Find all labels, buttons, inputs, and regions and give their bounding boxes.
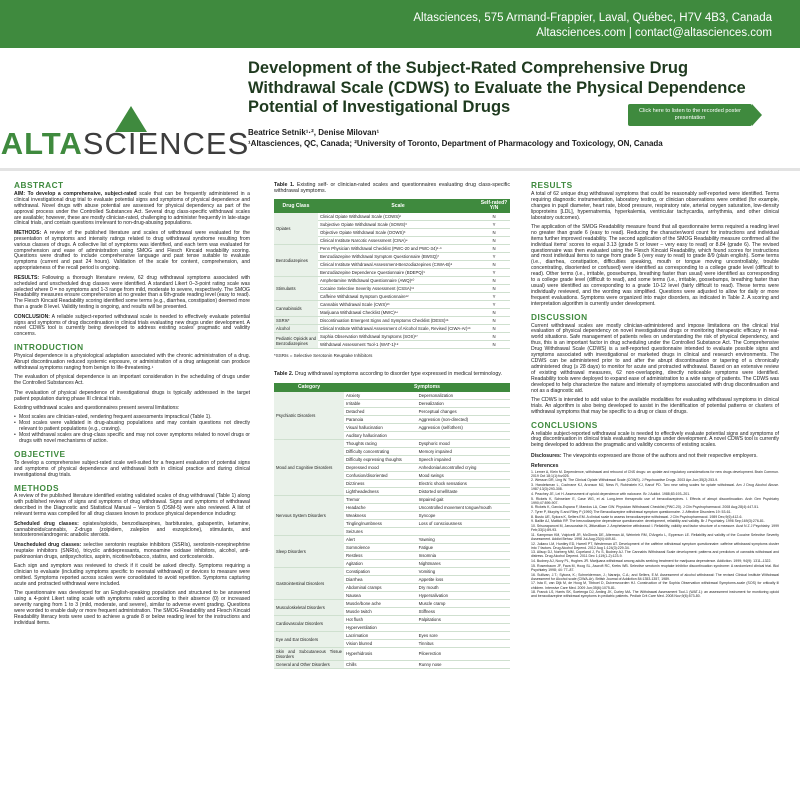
table2-symptom: Anxiety	[344, 392, 417, 400]
table1-scale: Clinical Opiate Withdrawal Scale (COWS)²	[318, 213, 478, 221]
table2-symptom: Derealization	[417, 399, 510, 407]
table2-symptom: Visual hallucination	[344, 423, 417, 431]
table2-symptom: Lacrimation	[344, 631, 417, 639]
table2-symptom: Runny nose	[417, 660, 510, 668]
table2-symptom: Difficulty concentrating	[344, 447, 417, 455]
right-column	[531, 176, 779, 599]
arrow-right-icon[interactable]	[752, 104, 762, 126]
table1-header: Self-rated? Y/N	[478, 199, 510, 213]
table1-self-rated: Y	[478, 269, 510, 277]
table2-symptom: Speech impaired	[417, 455, 510, 463]
table2-symptom: Vomiting	[417, 567, 510, 575]
table-row	[274, 535, 510, 543]
table2-symptom: Lightheadedness	[344, 487, 417, 495]
discussion-paragraph: Current withdrawal scales are mostly clinician-administered and impose limitations on the clinical trial evaluation of physical dependency on novel investigational drugs or monitoring therapeutic efficacy in real-world situations. Safe management of patients relies on understanding the risk of physical dependency, and thus, this is an important factor in drug scheduling under the Controlled Substance Act. The Comprehensive Drug Withdrawal Scale (CDWS) is a self-reported questionnaire intended to evaluate possible signs and symptoms associated with investigational or marketed drugs in clinical and research environments. The CDWS can be administered prior to and after the abrupt discontinuation or tapering of a chronically administered drug (≥ 28 days) to monitor for acute and protracted withdrawal. Based on an extensive review of existing withdrawal measures, 62 non-overlapping, directly noticeable symptoms were identified. Readability tools were deployed to expand ease of administration to a wide range of patients. The CDWS was developed to help characterize the nature and intensity of symptoms associated with drug discontinuation and not as a diagnostic aid.	[531, 322, 779, 394]
table2-symptom: Nightmares	[417, 559, 510, 567]
reference-item: 15. Rosenbaum JF, Fava M, Hoog SL, Ascroft RC, Krebs WB. Selective serotonin reuptake inhibitor discontinuation syndrome: A randomized clinical trial. Biol Psychiatry 1998; 44: 77–87.	[531, 563, 779, 572]
table1-drug-class: SSRIs*	[274, 317, 318, 325]
list-item: • Most withdrawal scales are drug-class specific and may not cover symptoms related to novel drugs or drugs with novel mechanisms of action.	[14, 433, 250, 445]
table2-symptom: Aggression (non-directed)	[417, 415, 510, 423]
table2-symptom: Depressed mood	[344, 463, 417, 471]
intro-paragraph: Existing withdrawal scales and questionnaires present several limitations:	[14, 405, 180, 411]
table1-self-rated: Y	[478, 253, 510, 261]
reference-item: 17. Ista E, van Dijk M, de Hoog M, Tibboel D, Duivenvoorden HJ. Construction of the Sophia Observation withdrawal Symptoms-scale (SOS) for critically ill children. Intensive Care Med. 2009 Jun;35(6):1075-81.	[531, 581, 779, 590]
header-divider	[0, 168, 800, 171]
table1-caption: Table 1. Existing self- or clinician-rated scales and questionnaires evaluating drug class-specific withdrawal symptoms.	[274, 182, 510, 195]
table2-symptom: Headache	[344, 503, 417, 511]
table2-symptom: Depersonalization	[417, 392, 510, 400]
abstract-methods: METHODS: A review of the published literature and scales of withdrawal were evaluated for the presentation of symptoms and intensity ratings related to drug withdrawal syndrome resulting from various classes of drugs. A collective list of symptoms was identified, and each term was evaluated for comprehension and ease of administration using SMOG and Flesch Kincaid readability scoring. Questions were drafted to include comprehensive language and past tense suitable to evaluate symptoms (current and past 24 hours). Validation of the scale for content, comprehension, and appropriateness of the recall period is ongoing.	[14, 229, 250, 272]
reference-item: 14. Budney AJ, Novy PL, Hughes JR. Marijuana withdrawal among adults seeking treatment for marijuana dependence. Addiction. 1999; 94(9): 1311–1322.	[531, 559, 772, 564]
table2-symptom: Impaired gait	[417, 495, 510, 503]
table2-symptom: Muscle twitch	[344, 607, 417, 615]
methods-unscheduled: Unscheduled drug classes: selective serotonin reuptake inhibitors (SSRIs), serotonin-norepinephrine reuptake inhibitors (SNRIs), tricyclic antidepressants, monoamine oxidase inhibitors, alcohol, anti-parkinsonian drugs, antipsychotics, aspirin, nicotine/tobacco, statins, and corticosteroids.	[14, 541, 250, 560]
table2-category: Mood and Cognitive Disorders	[274, 439, 344, 495]
reference-item: 18. Franck LS, Harris SK, Soetenga DJ, Amling JK, Curley MA. The Withdrawal Assessment Tool-1 (WAT-1): an assessment instrument for monitoring opioid and benzodiazepine withdrawal symptoms in pediatric patients. Pediatr Crit Care Med. 2008 Nov;9(6):573-80.	[531, 590, 779, 599]
intro-paragraph: Physical dependence is a physiological adaptation associated with the chronic administration of a drug. Abrupt discontinuation reduced systemic exposure, or administration of a drug antagonist can produce withdrawal symptoms ranging from benign to life-threatening.¹	[14, 353, 250, 371]
table-row	[274, 317, 510, 325]
section-heading-methods: METHODS	[14, 482, 59, 493]
table1-self-rated: N	[478, 341, 510, 349]
table-row	[274, 495, 510, 503]
table2-symptom: Stiffness	[417, 607, 510, 615]
listen-recording-button[interactable]: Click here to listen to the recorded poster presentation	[628, 104, 752, 126]
table1-scale: Withdrawal Assessment Tool-1 (WAT-1)¹⁸	[318, 341, 478, 349]
table-row	[274, 567, 510, 575]
table2-symptom	[417, 527, 510, 535]
table1-drug-class: Pediatric Opioids and Benzodiazepines	[274, 333, 318, 349]
intro-paragraph: The evaluation of physical dependence is an important consideration in the scheduling of drugs under the Controlled Substances Act.	[14, 374, 250, 387]
table2-header: Symptoms	[344, 383, 510, 392]
table1-drug-class: Alcohol	[274, 325, 318, 333]
header-address: Altasciences, 575 Armand-Frappier, Laval, Québec, H7V 4B3, Canada	[413, 12, 772, 24]
table1-self-rated: Y	[478, 221, 510, 229]
table1-scale: Clinical Institute Withdrawal Assessment of Alcohol Scale, Revised (CIWA-Ar)¹⁶	[318, 325, 478, 333]
table2-symptom: Piloerection	[417, 647, 510, 660]
table2-symptom: Electric shock sensations	[417, 479, 510, 487]
reference-item: 5. Rickels K, Schweizer E, Case WG, et al. Long-term therapeutic use of benzodiazepines. I. Effects of abrupt discontinuation. Arch Gen Psychiatry 1990;47:899-907.	[531, 496, 779, 505]
reference-item: 12. Juliano LM, Huntley ED, Harrell PT, Westerman AT. Development of the caffeine withdrawal symptom questionnaire: caffeine withdrawal symptoms cluster into 7 factors. Drug Alcohol Depend. 2012 Aug 1;124(3):229-34.	[531, 541, 779, 550]
table1-header: Scale	[318, 199, 478, 213]
table2-category: Psychiatric Disorders	[274, 392, 344, 440]
table2-symptom: Tinnitus	[417, 639, 510, 647]
reference-item: 13. Allsop DJ, Norberg MM, Copeland J, Fu S, Budney AJ. The Cannabis Withdrawal Scale development: patterns and predictors of cannabis withdrawal and distress. Drug Alcohol Depend. 2011 Dec 1;119(1-2):123-9.	[531, 550, 779, 559]
table1-self-rated: N	[478, 229, 510, 237]
table1-withdrawal-scales	[274, 199, 510, 349]
table2-symptom: Hyperventilation	[344, 623, 417, 631]
table-row	[274, 277, 510, 285]
table1-self-rated: Y	[478, 301, 510, 309]
reference-item: 9. Baillie AJ, Mattick RP. The benzodiazepine dependence questionnaire: development, reliability and validity. Br J Psychiatry. 1996 Sep;169(3):276-81.	[531, 519, 765, 524]
reference-item: 2. Wesson DR, Ling W. The Clinical Opiate Withdrawal Scale (COWS). J Psychoactive Drugs. 2003 Apr-Jun;35(2):253-9.	[531, 478, 719, 483]
reference-item: 8. Busto UE, Sykora K, Sellers EM. A clinical scale to assess benzodiazepine withdrawal. J Clin Psychopharmacol. 1989 Dec;9(6):412-6.	[531, 514, 743, 519]
poster-authors: Beatrice Setnik¹·², Denise Milovan¹	[248, 128, 380, 137]
table2-symptom: Hyperhidrosis	[344, 647, 417, 660]
table2-symptom	[417, 431, 510, 439]
table2-category: Gastrointestinal Disorders	[274, 567, 344, 599]
table2-symptom: Alert	[344, 535, 417, 543]
table2-symptom: Restless	[344, 551, 417, 559]
table1-scale: Cannabis Withdrawal Scale (CWS)¹³	[318, 301, 478, 309]
table-row	[274, 245, 510, 253]
reference-item: 4. Peachey JE, Lei H. Assessment of opioid dependence with naloxone. Br J Addict. 1988;83:193–201.	[531, 491, 691, 496]
table1-self-rated: N	[478, 285, 510, 293]
table1-scale: Subjective Opiate Withdrawal Scale (SOWS)³	[318, 221, 478, 229]
table1-scale: Clinical Institute Narcotic Assessment (CINA)⁴	[318, 237, 478, 245]
table-row	[274, 615, 510, 623]
references-list	[531, 470, 779, 599]
table2-symptom: Vision blurred	[344, 639, 417, 647]
table2-symptom: Perceptual changes	[417, 407, 510, 415]
table2-symptom: Tingling/numbness	[344, 519, 417, 527]
reference-item: 3. Handelsman L, Cochrane KJ, Aronson MJ, Ness R, Rubinstein KJ, Kanof PD. Two new rating scales for opiate withdrawal. Am J Drug Alcohol Abuse. 1987;13(3):293-308.	[531, 483, 779, 492]
table-row	[274, 325, 510, 333]
table2-symptom: Hot flush	[344, 615, 417, 623]
section-heading-conclusions: CONCLUSIONS	[531, 419, 598, 430]
table2-symptom: Uncontrolled movement tongue/mouth	[417, 503, 510, 511]
table2-symptom: Auditory hallucination	[344, 431, 417, 439]
table1-header: Drug Class	[274, 199, 318, 213]
intro-paragraph: The evaluation of physical dependence of investigational drugs is typically addressed in the target patient population during phase III clinical trials.	[14, 389, 250, 402]
table1-scale: Amphetamine Withdrawal Questionnaire (AWQ)¹⁰	[318, 277, 478, 285]
methods-paragraph: Each sign and symptom was reviewed to check if it could be asked directly. Symptoms requiring a clinician to evaluate (including symptoms specific to neonatal withdrawal) or devices to measure were omitted. Symptoms reported across scales were consolidated to avoid repetition. Symptoms capturing acute and protracted withdrawal were included.	[14, 563, 250, 587]
table1-drug-class: Benzodiazepines	[274, 245, 318, 277]
table1-self-rated: N	[478, 317, 510, 325]
table2-symptom: Nausea	[344, 591, 417, 599]
table2-symptom: Confusion/disoriented	[344, 471, 417, 479]
table2-symptom: Memory impaired	[417, 447, 510, 455]
table1-footnote: *SSRIs = Selective Serotonin Reuptake Inhibitors	[274, 353, 373, 359]
section-heading-introduction: INTRODUCTION	[14, 342, 84, 353]
methods-paragraph: The questionnaire was developed for an English-speaking population and structured to be answered using a 4-point Likert rating scale with symptoms rated according to their absence (0) or increased severity ranging from 1 to 3 (mild, moderate, and severe), similar to adverse event grading. Questions were worded to enable daily or more frequent administration. The SMOG Readability and Flesch Kincaid Readability literacy tests were used to achieve a grade 8 or below reading level for the instructions and individual items.	[14, 590, 250, 626]
section-heading-objective: OBJECTIVE	[14, 448, 66, 459]
table2-category: Sleep Disorders	[274, 535, 344, 567]
table2-symptom: Fatigue	[417, 543, 510, 551]
table2-symptom: Anhedonia/uncontrolled crying	[417, 463, 510, 471]
abstract-results: RESULTS: Following a thorough literature review, 62 drug withdrawal symptoms associated with scheduled and unscheduled drug classes were identified. A standard Likert 0–3-point rating scale was selected where 0 = no symptoms and 1-3 range from mild, moderate to severe, respectively. The SMOG Readability measures ensure comprehension at no greater than a 6th-grade reading level (easy to read). The Flesch Kincaid Readability scoring identified some terms (e.g., diarrhea, constipation) deemed more than a grade 8 level. Validity testing is ongoing, and results will be presented.	[14, 274, 251, 311]
reference-item: 10. Srisurapanont M, Jarusuraisin N, Jittiwutikan J. Amphetamine withdrawal: I. Reliability, validity and factor structure of a measure. Aust N Z J Psychiatry. 1999 Feb;33(1):89-93.	[531, 524, 779, 533]
table2-symptom: Tremor	[344, 495, 417, 503]
table1-self-rated: N	[478, 325, 510, 333]
section-heading-abstract: ABSTRACT	[14, 180, 64, 190]
table2-symptom: Appetite loss	[417, 575, 510, 583]
table-row	[274, 213, 510, 221]
table2-symptom: Diarrhea	[344, 575, 417, 583]
table2-symptom: Detached	[344, 407, 417, 415]
table1-drug-class: Cannabinoids	[274, 301, 318, 317]
table1-self-rated: Y	[478, 293, 510, 301]
abstract-conclusion: CONCLUSION: A reliable subject-reported withdrawal scale is needed to effectively evaluate potential signs and symptoms of drug discontinuation in clinical trials evaluating new drugs under development. A novel CDWS tool is currently being developed to address existing scales' pragmatic and validity concerns.	[14, 313, 251, 338]
table2-category: Skin and Subcutaneous Tissue Disorders	[276, 648, 342, 659]
table1-self-rated: N	[478, 309, 510, 317]
table1-self-rated: N	[478, 237, 510, 245]
table2-category: General and Other Disorders	[274, 660, 344, 668]
table2-symptom: Difficulty expressing thoughts	[344, 455, 417, 463]
table-row	[274, 333, 510, 341]
table1-drug-class: Stimulants	[274, 277, 318, 301]
altasciences-logo	[0, 48, 250, 170]
table2-symptom: Distorted smell/taste	[417, 487, 510, 495]
table2-symptom: Aggression (selfothers)	[417, 423, 510, 431]
references-heading: References	[531, 462, 559, 469]
table2-symptom: Muscle/bone ache	[344, 599, 417, 607]
table1-scale: Objective Opiate Withdrawal Scale (OOWS)³	[318, 229, 478, 237]
table1-scale: Penn Physician Withdrawal Checklist (PWC-20 and PWC-34)⁵·⁶	[318, 245, 478, 253]
table2-header: Category	[274, 383, 344, 392]
results-paragraph: The application of the SMOG Readability measure found that all questionnaire terms required a reading level no greater than grade 6 (easy to read). Reducing the character/word count for instructions and individual items further improved readability. The second application of the SMOG Readability measure confirmed all the individual items' scores to equal 3.13 (grade 5 or lower – very easy to read) or 8.84 (grade 6). The revised questionnaire was then evaluated using the Flesch Kincaid Readability, which found scores for instructions and most individual items to range from grade 5 (very easy to read) to grade 8/9 (plain english). Some terms (i.e., diarrhea, constipation, difficulties speaking, mouth or tongue moving uncontrollably, trouble concentrating, disoriented or confused) were identified as corresponding to a college grade level (difficult to read). Other terms (i.e., irritable, goosebumps, breathing faster than usual) were identified as corresponding to a college grade level (difficult to read), and some terms (i.e., irritable, goosebumps, breathing faster than usual) were identified as corresponding to a grade 10-12 level (fairly difficult to read). These terms were individually reviewed, and the wording was simplified. Questions were adjusted to allow for daily or more frequent evaluations. Symptoms were organized into major disorders, as indicated in Table 2. A scoring and interpretation algorithm is currently under development.	[531, 223, 779, 307]
table1-scale: Clinical Institute Withdrawal Assessment-Benzodiazepines (CIWA-B)⁸	[318, 261, 478, 269]
reference-item: 11. Kampman KM, Volpicelli JR, McGinnis DE, Alterman AI, Weinrieb RM, D'Angelo L, Epperson LE. Reliability and validity of the Cocaine Selective Severity Assessment. Addict Behav. 1998 Jul-Aug;23(4):449-61.	[531, 532, 779, 541]
conclusions-text: A reliable subject-reported withdrawal scale is needed to effectively evaluate potential signs and symptoms of drug discontinuation in clinical trials evaluating new drugs under development. A novel CDWS tool is currently being developed to address the pragmatic and validity concerns of existing scales.	[531, 430, 779, 449]
section-heading-discussion: DISCUSSION	[531, 311, 588, 322]
table2-symptom: Irritable	[344, 399, 417, 407]
list-item: • Most scales were validated in drug-abusing populations and may contain questions not directly relevant to patient populations (e.g., craving).	[14, 421, 250, 433]
poster-title: Development of the Subject-Rated Comprehensive Drug Withdrawal Scale (CDWS) to Evaluate the Physical Dependence Potential of Investigational Drugs	[248, 59, 746, 116]
list-item: • Most scales are clinician-rated, rendering frequent assessments impractical (Table 1).	[14, 415, 250, 421]
table1-scale: Caffeine Withdrawal Symptom Questionnaire¹²	[318, 293, 478, 301]
table-row	[274, 599, 510, 607]
table2-symptom: Chills	[344, 660, 417, 668]
disclosures: Disclosures: The viewpoints expressed are those of the authors and not their respective employers.	[531, 453, 758, 460]
header-contact-link[interactable]: Altasciences.com | contact@altasciences.com	[536, 27, 772, 39]
methods-paragraph: A review of the published literature identified existing validated scales of drug withdrawal (Table 1) along with published reviews of signs and symptoms of drug withdrawal. Signs and symptoms of withdrawal described in the Diagnostic and Statistical Manual – Version 5 (DSM-5) were also reviewed. A list of relevant terms was compiled for all drug classes known to produce physical dependence including:	[14, 493, 250, 518]
table2-symptom: Thoughts racing	[344, 439, 417, 447]
table2-symptom: Agitation	[344, 559, 417, 567]
table2-symptom: Dysphoric mood	[417, 439, 510, 447]
table1-self-rated: N	[478, 333, 510, 341]
table2-symptom: Muscle cramp	[417, 599, 510, 607]
table2-category: Nervous System Disorders	[274, 495, 344, 535]
table1-self-rated: N	[478, 245, 510, 253]
table2-symptom: Loss of consciousness	[417, 519, 510, 527]
table2-symptom: Syncope	[417, 511, 510, 519]
table1-scale: Benzodiazepine Dependence Questionnaire (BDEPQ)⁹	[318, 269, 478, 277]
table1-scale: Benzodiazepine Withdrawal Symptom Questionnaire (BWSQ)⁷	[318, 253, 478, 261]
table2-symptom	[417, 623, 510, 631]
table1-scale: Discontinuation Emergent Signs and Symptoms Checklist (DESS)¹⁵	[318, 317, 478, 325]
table2-category: Musculoskeletal Disorders	[274, 599, 344, 615]
table-row	[274, 301, 510, 309]
reference-item: 6. Rickels K, Garcia-Espana F, Mandos LA, Case GW. Physician Withdrawal Checklist (PWC-20). J Clin Psychopharmacol. 2008 Aug;28(4):447-51.	[531, 505, 760, 510]
table1-scale: Marijuana Withdrawal Checklist (MWC)¹⁴	[318, 309, 478, 317]
table1-scale: Cocaine Selective Severity Assessment (CSSA)¹¹	[318, 285, 478, 293]
methods-scheduled: Scheduled drug classes: opiates/opioids, benzodiazepines, barbiturates, gabapentin, ketamine, cannabinoids/cannabis, Z-drugs (zolpidem, zaleplon and eszopiclone), stimulants, and testosterone/androgenic anabolic steroids.	[14, 520, 251, 539]
table2-symptom: Somnolence	[344, 543, 417, 551]
discussion-paragraph: The CDWS is intended to add value to the available modalities for evaluating withdrawal symptoms in clinical trials. An algorithm is also being developed to assist in the identification of potential patterns or clusters of withdrawal symptoms that may be specific to a drug or class of drugs.	[531, 396, 779, 415]
table2-symptom: Constipation	[344, 567, 417, 575]
table1-self-rated: N	[478, 261, 510, 269]
intro-limitations-list	[14, 415, 250, 445]
table2-symptom: Abdominal cramps	[344, 583, 417, 591]
table-row	[274, 647, 510, 660]
table2-symptom: Yawning	[417, 535, 510, 543]
abstract-aim: AIM: To develop a comprehensive, subject-rated scale that can be frequently administered in a clinical investigational drug trial to evaluate potential signs and symptoms of physical dependence and withdrawal. Novel drugs with abuse potential are assessed for physical dependency as part of the approval process under the Controlled Substances Act. Several drug class-specific withdrawal scales are available; however, these are mostly clinician-rated, challenging to administer frequently in late-stage clinical trials, and contain questions irrelevant to non-drug-abusing populations.	[14, 190, 250, 227]
objective-text: To develop a comprehensive subject-rated scale well-suited for a frequent evaluation of potential signs and symptoms of physical dependence and withdrawal both in clinical practice and during clinical investigational drug trials.	[14, 459, 250, 478]
table2-category: Eye and Ear Disorders	[274, 631, 344, 647]
table-row	[274, 392, 510, 400]
table-row	[274, 660, 510, 668]
header-bar	[0, 0, 800, 48]
table2-symptom: Hypersalivation	[417, 591, 510, 599]
reference-item: 16. Sullivan, J.T.; Sykora, K.; Schneiderman, J.; Naranjo, C.A.; and Sellers, E.M. Assessment of alcohol withdrawal: The revised Clinical Institute Withdrawal Assessment for Alcohol scale (CIWA-Ar). British Journal of Addiction 84:1353-1357, 1989.	[531, 572, 779, 581]
middle-column	[274, 176, 510, 669]
table2-symptom: Mood swings	[417, 471, 510, 479]
logo-wordmark: ALTASCIENCES	[0, 126, 250, 161]
table2-symptom: Eyes sore	[417, 631, 510, 639]
table2-withdrawal-symptoms	[274, 383, 510, 669]
section-heading-results: RESULTS	[531, 180, 573, 190]
reference-item: 1. Lerner A, Klein M. Dependence, withdrawal and rebound of CNS drugs: an update and regulatory considerations for new drugs development. Brain Commun. 2019 Oct 18;1(1):fcz025.	[531, 469, 779, 478]
table1-scale: Sophia Observation Withdrawal Symptoms (SOS)¹⁷	[318, 333, 478, 341]
table2-symptom: Dizziness	[344, 479, 417, 487]
table2-symptom: Palpitations	[417, 615, 510, 623]
table-row	[274, 631, 510, 639]
table2-symptom: Seizures	[344, 527, 417, 535]
results-paragraph: A total of 62 unique drug withdrawal symptoms that could be reasonably self-reported were identified. Terms requiring diagnostic instrumentation, laboratory testing, or clinician observations were omitted (for example, changes in pupil diameter, heart rate, blood pressure, respiratory rate, arterial oxygen saturation, low-density lipoproteins [LDL], hypernatremia, hyperkalemia, ventricular tachycardia, arrhythmia, and other clinical laboratory outcomes).	[531, 190, 779, 221]
reference-item: 7. Tyrer P, Murphy S and Riley P (1990) The Benzodiazepine withdrawal symptom questionnaire. J. Affective Disorders 19: 53-61.	[531, 509, 732, 514]
table2-symptom: Paranoia	[344, 415, 417, 423]
table1-self-rated: N	[478, 213, 510, 221]
table-row	[274, 439, 510, 447]
table2-symptom: Dry mouth	[417, 583, 510, 591]
poster-affiliation: ¹Altasciences, QC, Canada; ²University of Toronto, Department of Pharmacology and Toxicology, ON, Canada	[248, 139, 663, 148]
left-column	[14, 176, 250, 630]
table1-drug-class: Opiates	[274, 213, 318, 245]
table2-caption: Table 2. Drug withdrawal symptoms according to disorder type expressed in medical terminology.	[274, 371, 502, 378]
table1-self-rated: N	[478, 277, 510, 285]
table2-category: Cardiovascular Disorders	[274, 615, 344, 631]
table2-symptom: Insomnia	[417, 551, 510, 559]
table2-symptom: Weakness	[344, 511, 417, 519]
